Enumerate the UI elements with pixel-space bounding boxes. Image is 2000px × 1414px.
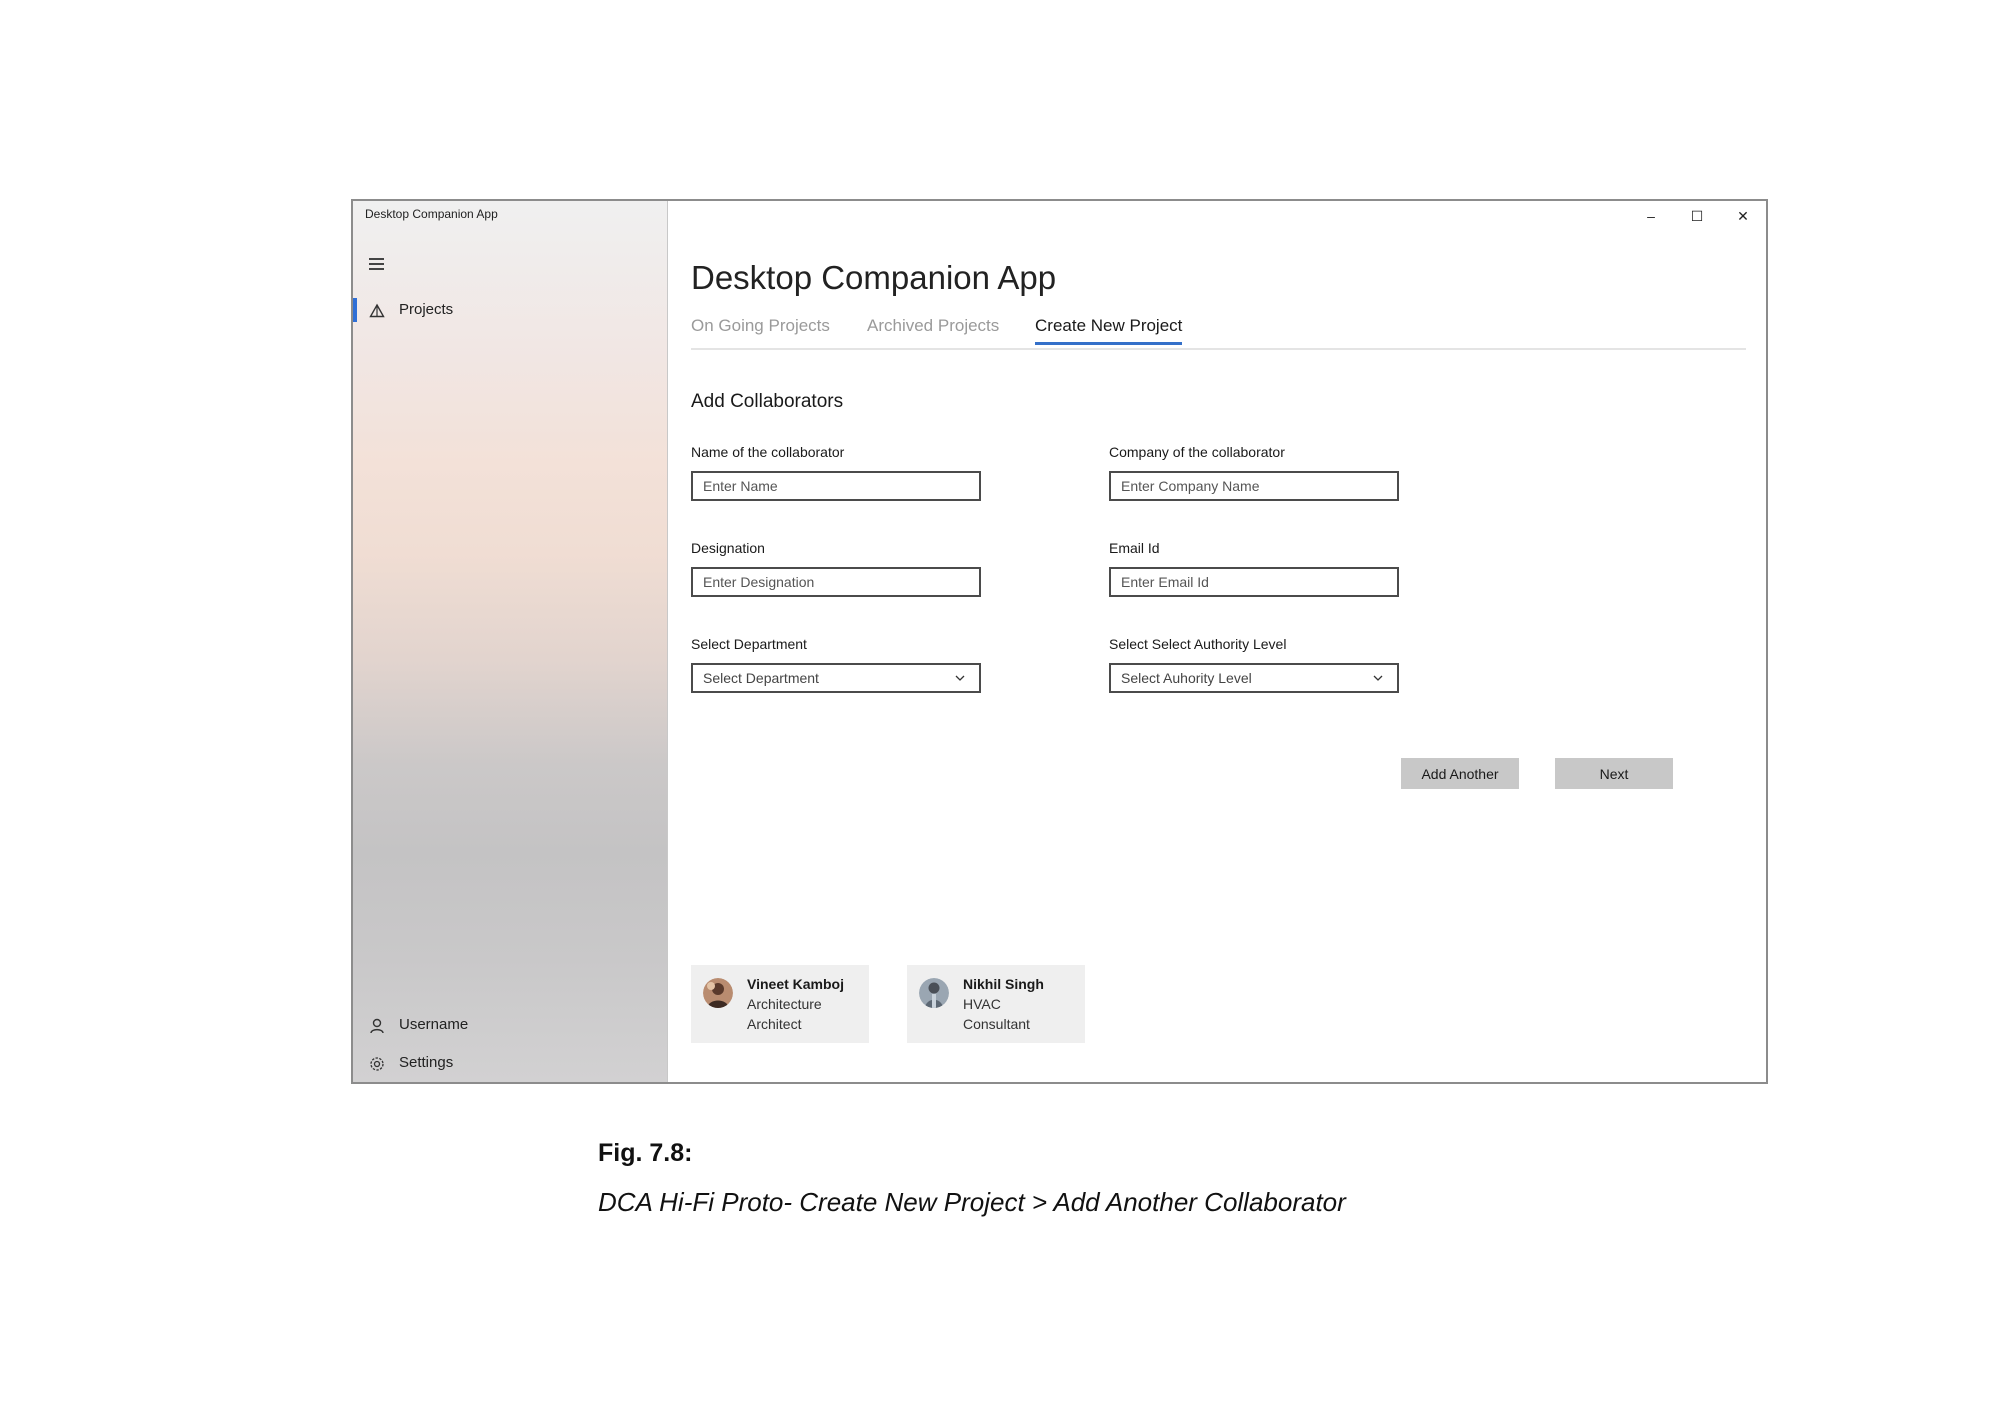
hamburger-menu-icon[interactable] — [369, 256, 385, 270]
collaborator-role: Consultant — [963, 1016, 1030, 1032]
company-field — [1109, 471, 1399, 501]
gear-icon — [368, 1055, 386, 1073]
sidebar-item-username[interactable] — [353, 1011, 667, 1039]
sidebar-item-label: Projects — [399, 301, 454, 318]
collaborator-department: HVAC — [963, 996, 1001, 1012]
figure-label: Fig. 7.8: — [598, 1139, 693, 1167]
selected-indicator — [353, 298, 357, 322]
main-content — [667, 201, 1766, 1082]
company-input[interactable] — [1111, 473, 1397, 499]
tab-on-going-projects[interactable]: On Going Projects — [691, 316, 830, 335]
minimize-icon[interactable]: – — [1647, 208, 1655, 224]
window-caption: Desktop Companion App — [365, 207, 498, 221]
collaborator-department: Architecture — [747, 996, 822, 1012]
email-input[interactable] — [1111, 569, 1397, 595]
email-field — [1109, 567, 1399, 597]
collaborator-name: Vineet Kamboj — [747, 976, 844, 992]
email-label: Email Id — [1109, 540, 1160, 556]
authority-label: Select Select Authority Level — [1109, 636, 1287, 652]
designation-input[interactable] — [693, 569, 979, 595]
tab-archived-projects[interactable]: Archived Projects — [867, 316, 1000, 335]
section-title: Add Collaborators — [691, 391, 844, 412]
user-icon — [368, 1017, 386, 1035]
company-label: Company of the collaborator — [1109, 444, 1285, 460]
sidebar-item-label: Settings — [399, 1054, 454, 1071]
chevron-down-icon — [1373, 673, 1383, 683]
authority-select[interactable] — [1109, 663, 1399, 693]
collaborator-card[interactable] — [907, 965, 1085, 1043]
page-title: Desktop Companion App — [691, 259, 1057, 296]
department-selected-value: Select Department — [703, 670, 819, 686]
avatar-image — [703, 978, 733, 1008]
sidebar-item-settings[interactable] — [353, 1049, 667, 1077]
avatar — [919, 978, 949, 1008]
projects-icon — [368, 302, 386, 320]
tab-bar — [691, 316, 1746, 350]
authority-selected-value: Select Auhority Level — [1121, 670, 1252, 686]
add-another-button[interactable]: Add Another — [1401, 758, 1519, 789]
name-label: Name of the collaborator — [691, 444, 845, 460]
tab-create-new-project[interactable]: Create New Project — [1035, 316, 1182, 342]
maximize-icon[interactable]: ☐ — [1690, 207, 1704, 224]
avatar-image — [919, 978, 949, 1008]
department-label: Select Department — [691, 636, 807, 652]
collaborator-card[interactable] — [691, 965, 869, 1043]
figure-caption: DCA Hi-Fi Proto- Create New Project > Add Another Collaborator — [598, 1187, 1346, 1217]
chevron-down-icon — [955, 673, 965, 683]
name-input[interactable] — [693, 473, 979, 499]
designation-field — [691, 567, 981, 597]
department-select[interactable] — [691, 663, 981, 693]
collaborator-name: Nikhil Singh — [963, 976, 1044, 992]
designation-label: Designation — [691, 540, 765, 556]
app-window — [351, 199, 1768, 1084]
sidebar — [353, 201, 668, 1082]
sidebar-item-projects[interactable] — [353, 296, 667, 324]
next-button[interactable]: Next — [1555, 758, 1673, 789]
close-icon[interactable]: ✕ — [1737, 207, 1749, 224]
sidebar-item-label: Username — [399, 1016, 469, 1033]
collaborator-role: Architect — [747, 1016, 802, 1032]
name-field — [691, 471, 981, 501]
avatar — [703, 978, 733, 1008]
